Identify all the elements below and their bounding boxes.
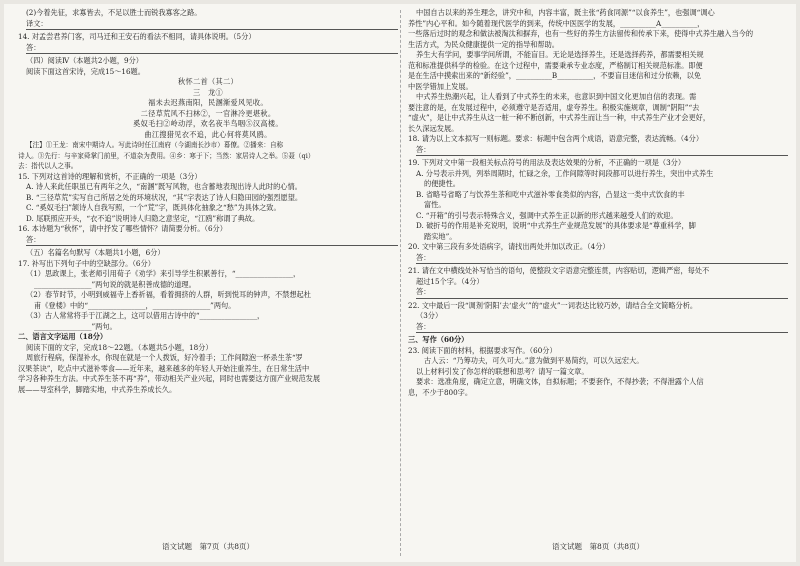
text-line — [18, 130, 398, 141]
text-line — [408, 200, 788, 211]
line-text: 秋怀二首（其二） — [178, 77, 238, 86]
text-line — [18, 32, 398, 43]
text-line — [18, 172, 398, 183]
text-line — [18, 248, 398, 259]
line-text: 以上材料引发了你怎样的联想和思考？请写一篇文章。 — [416, 366, 589, 376]
text-line — [18, 203, 398, 214]
line-text: 甫《登楼》中的“________________，________________”两句。 — [34, 300, 236, 310]
line-text: 答： — [416, 321, 431, 331]
text-line — [18, 56, 398, 67]
text-line — [18, 301, 398, 312]
text-line — [18, 311, 398, 322]
text-line — [408, 124, 788, 135]
text-line — [408, 82, 788, 93]
line-text: 诗人。③先行：与辛家舜掌门前里，不道杂为费用。④乡：寒于下；当然：家居诗人之举。⑤聂（qi） — [18, 151, 315, 160]
line-text: 二、语言文字运用（18分） — [18, 332, 108, 341]
line-text: 中国自古以来的养生理念，讲究中和，内容丰富，既主张“药食同源”“以食养生”，也强调“调心 — [416, 8, 715, 17]
line-text: 超过15个字。（4分） — [416, 276, 484, 286]
text-line — [18, 332, 398, 343]
line-text: “虚火”，是让中式养生从这一桩一种不断创新，中式养生而让当一种，中式养生产业才会更好， — [408, 113, 711, 122]
line-text: 17. 补写出下列句子中的空缺部分。（6分） — [18, 258, 155, 268]
answer-line[interactable] — [416, 322, 788, 334]
answer-line[interactable] — [26, 43, 398, 55]
answer-line[interactable] — [416, 287, 788, 299]
text-line — [408, 134, 788, 145]
text-line — [18, 88, 398, 99]
text-line — [18, 290, 398, 301]
text-line — [408, 179, 788, 190]
line-text: 15. 下列对这首诗的理解和赏析，不正确的一项是（3分） — [18, 171, 202, 181]
line-text: （四）阅读Ⅳ（本题共2小题，9分） — [26, 56, 143, 65]
line-text: D. 尾联照应开头，“衣不追”说明诗人归隐之意坚定，“江鸥”称谓了典故。 — [26, 213, 260, 223]
line-text: 19. 下列对文中第一段相关标点符号的用法及表达效果的分析，不正确的一项是（3分） — [408, 158, 686, 167]
line-text: 答： — [416, 287, 431, 296]
line-text: 踏实地”。 — [424, 231, 457, 241]
line-text: (2)今着先征，求寡皆去，不足以胜士而锐我寡客之路。 — [26, 8, 202, 17]
line-text: C. “奚奴毛扫”颔诗人自我写照，一个“荒”字，既具体化抽象之“愁”为具体之致。 — [26, 203, 281, 212]
text-line — [408, 301, 788, 312]
text-line — [408, 158, 788, 169]
line-text: 息，不少于800字。 — [408, 387, 473, 397]
text-line — [18, 374, 398, 385]
text-line — [408, 103, 788, 114]
line-text: 汉果茶诀”，吃点中式滋补零食——近年来，越来越多的年轻人开始注重养生，在日常生活中 — [18, 363, 310, 373]
line-text: 20. 文中第三段有多处语病字，请找出两处并加以改正。（4分） — [408, 242, 610, 251]
line-text: （1）思政课上，张老师引用荀子《劝学》来引导学生积累善行，“________________， — [26, 269, 301, 278]
line-text: 富性。 — [424, 200, 446, 209]
text-line — [408, 242, 788, 253]
line-text: 周旅行程病，保湿补水，你现在就是一个人拨饭，好冷着手；工作间隙泡一杯杀生茶“罗 — [26, 353, 303, 362]
line-text: （2）春节时节，小明到威福寺上香祈福，看着拥挤的人群，听到悦耳的钟声，不禁想起杜 — [26, 290, 311, 299]
line-text: 译文： — [26, 18, 48, 28]
line-text: 展——导室科学，脚踏实地，中式养生养成长久。 — [18, 384, 177, 394]
line-text: A. 诗人来此任职虽已有两年之久，“南溷”既写风物，也含蓄地表现出诗人此时的心情。 — [26, 182, 302, 191]
line-text: （3分） — [416, 311, 443, 320]
text-line — [408, 232, 788, 243]
line-text: 生活方式，为民众健康提供一定的指导和帮助。 — [408, 39, 559, 49]
text-line — [408, 388, 788, 399]
line-text: 奚奴毛扫②岭动浮，欢名夜半鸟咽⑤汉高楼。 — [133, 119, 283, 128]
left-page — [18, 8, 398, 554]
text-line — [408, 277, 788, 288]
line-text: 福未去迟燕南阳，民溷渐爱风见收。 — [148, 98, 268, 107]
text-line — [408, 19, 788, 30]
text-line — [18, 161, 398, 172]
text-line — [408, 367, 788, 378]
line-text: B. 省略号省略了与饮养生茶和吃中式滋补零食类似的内容，凸显这一类中式饮食的丰 — [416, 189, 685, 199]
text-line — [408, 335, 788, 346]
line-text: 长久深远发展。 — [408, 123, 459, 133]
line-text: ________________”两句说的就是积善成德的道理。 — [34, 279, 196, 289]
line-text: 二径草荒风不扫林②，一官淋冷更堪秋。 — [140, 108, 276, 118]
text-line — [18, 385, 398, 396]
line-text: 养性”内心平和。如今随着现代医学的到来，传统中医医学的发展，__________A__________， — [408, 18, 705, 28]
text-line — [408, 40, 788, 51]
text-line — [408, 190, 788, 201]
text-line — [18, 109, 398, 120]
exam-sheet — [4, 4, 796, 562]
line-text: 答： — [416, 144, 431, 154]
text-line — [408, 92, 788, 103]
text-line — [18, 151, 398, 162]
line-text: 养生大有学问，要事学问所谓，不能盲目。无论是选择养生，还是选择药养，都需要相关规 — [416, 50, 704, 59]
line-text: 去：指代以人之事。 — [18, 162, 78, 170]
line-text: 三 龙① — [193, 87, 223, 97]
line-text: 18. 请为以上文本拟写一则标题。要求：标题中包含两个成语，语意完整，表达流畅。（4分） — [408, 134, 704, 143]
text-line — [408, 221, 788, 232]
line-text: C. “开箱”的引号表示特殊含义，强调中式养生正以新的形式越来越受人们的欢迎。 — [416, 210, 678, 220]
line-text: 要求：选准角度，确定立意，明确文体，自拟标题；不要套作，不得抄袭；不得泄露个人信 — [416, 377, 704, 386]
text-line — [18, 193, 398, 204]
text-line — [408, 113, 788, 124]
answer-line[interactable] — [416, 145, 788, 157]
text-line — [408, 169, 788, 180]
text-line — [18, 214, 398, 225]
text-line — [18, 140, 398, 151]
line-text: 【注】①王龙：南宋中期诗人。写此诗时任江南府（今湖南长沙市）幕僚。②播来：自称 — [26, 141, 284, 149]
text-line — [408, 29, 788, 40]
text-line — [18, 343, 398, 354]
line-text: 答： — [26, 234, 41, 244]
line-text: 中式养生热潮兴起，让人看到了中式养生的未来，也意识到中国文化更加自信的表现。需 — [416, 92, 697, 101]
line-text: 是在生活中摸索出来的“新经验”，__________B__________，不要盲目迷信和过分依赖，以免 — [408, 71, 701, 80]
text-line — [18, 269, 398, 280]
text-line — [18, 353, 398, 364]
text-line — [18, 119, 398, 130]
line-text: ________________”两句。 — [34, 321, 117, 331]
line-text: 的便捷性。 — [424, 179, 460, 188]
text-line — [408, 71, 788, 82]
line-text: 要注意的是，在发展过程中，必须遵守是否适用，虚夸养生。积极实施规章，调制“阴阳”“去 — [408, 102, 700, 112]
line-text: 中医学错加上发展。 — [408, 81, 473, 91]
text-line — [18, 364, 398, 375]
line-text: （3）古人常常将手于江湖之上，这可以借用古诗中的“________________， — [26, 311, 265, 320]
text-line — [18, 280, 398, 291]
text-line — [18, 77, 398, 88]
line-text: 曲江搜猎见衣不追，此心何将莫风鸥。 — [144, 129, 272, 139]
line-text: 学习各种养生方法。中式养生茶不再“养”，带动相关产业兴起，同时也需要这方面产业规范发展 — [18, 374, 321, 383]
line-text: 16. 本诗题为“秋怀”，请中抒发了哪些情怀？请简要分析。（6分） — [18, 224, 227, 233]
page-footer: 语文试题 第7页（共8页） — [161, 541, 255, 551]
page-footer: 语文试题 第8页（共8页） — [551, 541, 645, 551]
text-line — [408, 8, 788, 19]
line-text: 答： — [26, 42, 41, 52]
line-text: （五）名篇名句默写（本题共1小题，6分） — [26, 248, 165, 257]
line-text: 答： — [416, 252, 431, 262]
text-line — [18, 182, 398, 193]
text-line — [18, 98, 398, 109]
page-divider — [400, 10, 401, 556]
line-text: 14. 对孟尝君养门客，司马迁和王安石的看法不相同，请具体说明。（5分） — [18, 32, 256, 41]
line-text: 古人云：“乃筹功夫，可久可大。”意为做到平易简约，可以久远宏大。 — [424, 356, 644, 365]
line-text: 阅读下面这首宋诗，完成15～16题。 — [26, 66, 145, 76]
right-page — [408, 8, 788, 554]
answer-line[interactable] — [416, 253, 788, 265]
text-line — [408, 50, 788, 61]
text-line — [18, 322, 398, 333]
line-text: 23. 阅读下面的材料，根据要求写作。（60分） — [408, 345, 557, 355]
text-line — [408, 61, 788, 72]
text-line — [408, 311, 788, 322]
text-line — [408, 266, 788, 277]
answer-line[interactable] — [26, 19, 398, 31]
text-line — [18, 67, 398, 78]
line-text: D. 破折号的作用是补充说明，说明“中式养生产业规范发展”的具体要求是“尊重科学，脚 — [416, 221, 696, 230]
text-line — [408, 346, 788, 357]
answer-line[interactable] — [26, 235, 398, 247]
line-text: 22. 文中最后一段“调剂‘阴阳’去‘虚火’”的“虚火”一词表达比较巧妙，请结合全文简略分析。 — [408, 300, 698, 310]
line-text: 一些落后过时的观念和做法被淘汰和摒弃，也有一些好的养生方法留传和传承下来，使得中式养生融入当今的 — [408, 29, 754, 38]
line-text: 阅读下面的文字，完成18～22题。（本题共5小题，18分） — [26, 342, 213, 352]
text-line — [18, 224, 398, 235]
line-text: B. “三径草荒”实写自己所居之处的环境状况，“其”字表达了诗人归隐田园的强烈愿望。 — [26, 192, 303, 202]
line-text: 21. 请在文中横线处补写恰当的语句，使整段文字语意完整连贯，内容贴切，逻辑严密，每处不 — [408, 266, 710, 275]
text-line — [408, 211, 788, 222]
text-line — [18, 259, 398, 270]
text-line — [408, 377, 788, 388]
text-line — [18, 8, 398, 19]
line-text: 范和标准提供科学的检验。在这个过程中，需要秉承专业态度，严格制订相关规范标准。即便 — [408, 60, 703, 70]
line-text: A. 分号表示并列，列举周期时，忙碌之余，工作间隙等时间段都可以进行养生，突出中式养生 — [416, 168, 714, 178]
text-line — [408, 356, 788, 367]
line-text: 三、写作（60分） — [408, 335, 469, 344]
